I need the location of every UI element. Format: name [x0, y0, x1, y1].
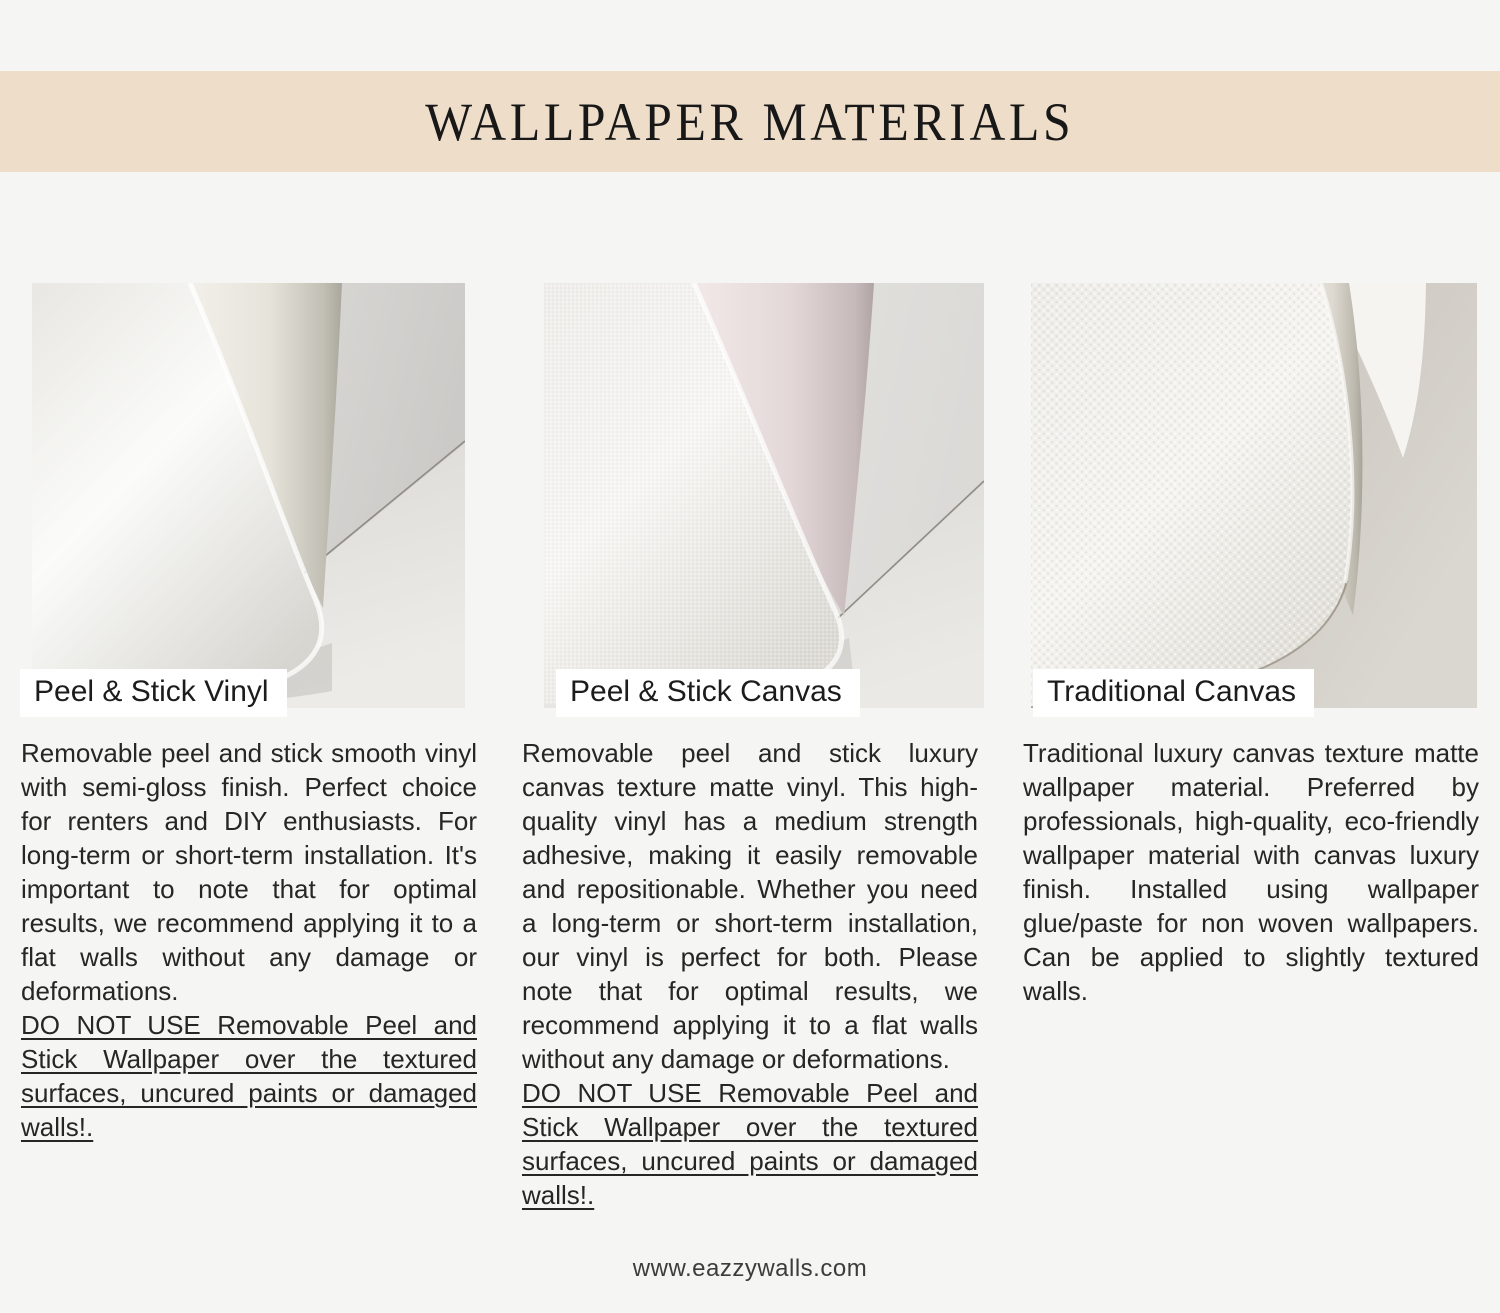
material-label: Traditional Canvas — [1033, 669, 1314, 717]
material-label: Peel & Stick Canvas — [556, 669, 860, 717]
footer — [0, 1255, 1500, 1283]
material-description: Traditional luxury canvas texture matte wallpaper material. Preferred by professionals, high-quality, eco-friendly wallpaper material with canvas luxury finish. Installed using wallpaper glue/paste for non woven wallpapers. Can be applied to slightly textured walls. — [1023, 738, 1479, 1006]
canvas-vinyl-photo — [544, 283, 984, 708]
traditional-canvas-photo — [1031, 283, 1477, 708]
material-card-peel-stick-canvas — [522, 283, 978, 1212]
website-url: www.eazzywalls.com — [632, 1255, 868, 1282]
smooth-vinyl-photo — [32, 283, 465, 708]
material-warning: DO NOT USE Removable Peel and Stick Wallpaper over the textured surfaces, uncured paints or damaged walls!. — [21, 1010, 477, 1142]
materials-columns — [21, 283, 1479, 1212]
material-card-peel-stick-vinyl — [21, 283, 477, 1212]
material-label: Peel & Stick Vinyl — [20, 669, 287, 717]
material-description: Removable peel and stick luxury canvas texture matte vinyl. This high-quality vinyl has a medium strength adhesive, making it easily removable and repositionable. Whether you need a long-term or short-term installation, our vinyl is perfect for both. Please note that for optimal results, we recommend applying it to a flat walls without any damage or deformations. — [522, 738, 978, 1074]
page-title: WALLPAPER MATERIALS — [425, 91, 1075, 152]
material-warning: DO NOT USE Removable Peel and Stick Wallpaper over the textured surfaces, uncured paints or damaged walls!. — [522, 1078, 978, 1210]
header-band — [0, 71, 1500, 172]
material-description: Removable peel and stick smooth vinyl with semi-gloss finish. Perfect choice for renters and DIY enthusiasts. For long-term or short-term installation. It's important to note that for optimal results, we recommend applying it to a flat walls without any damage or deformations. — [21, 738, 477, 1006]
material-card-traditional-canvas — [1023, 283, 1479, 1212]
